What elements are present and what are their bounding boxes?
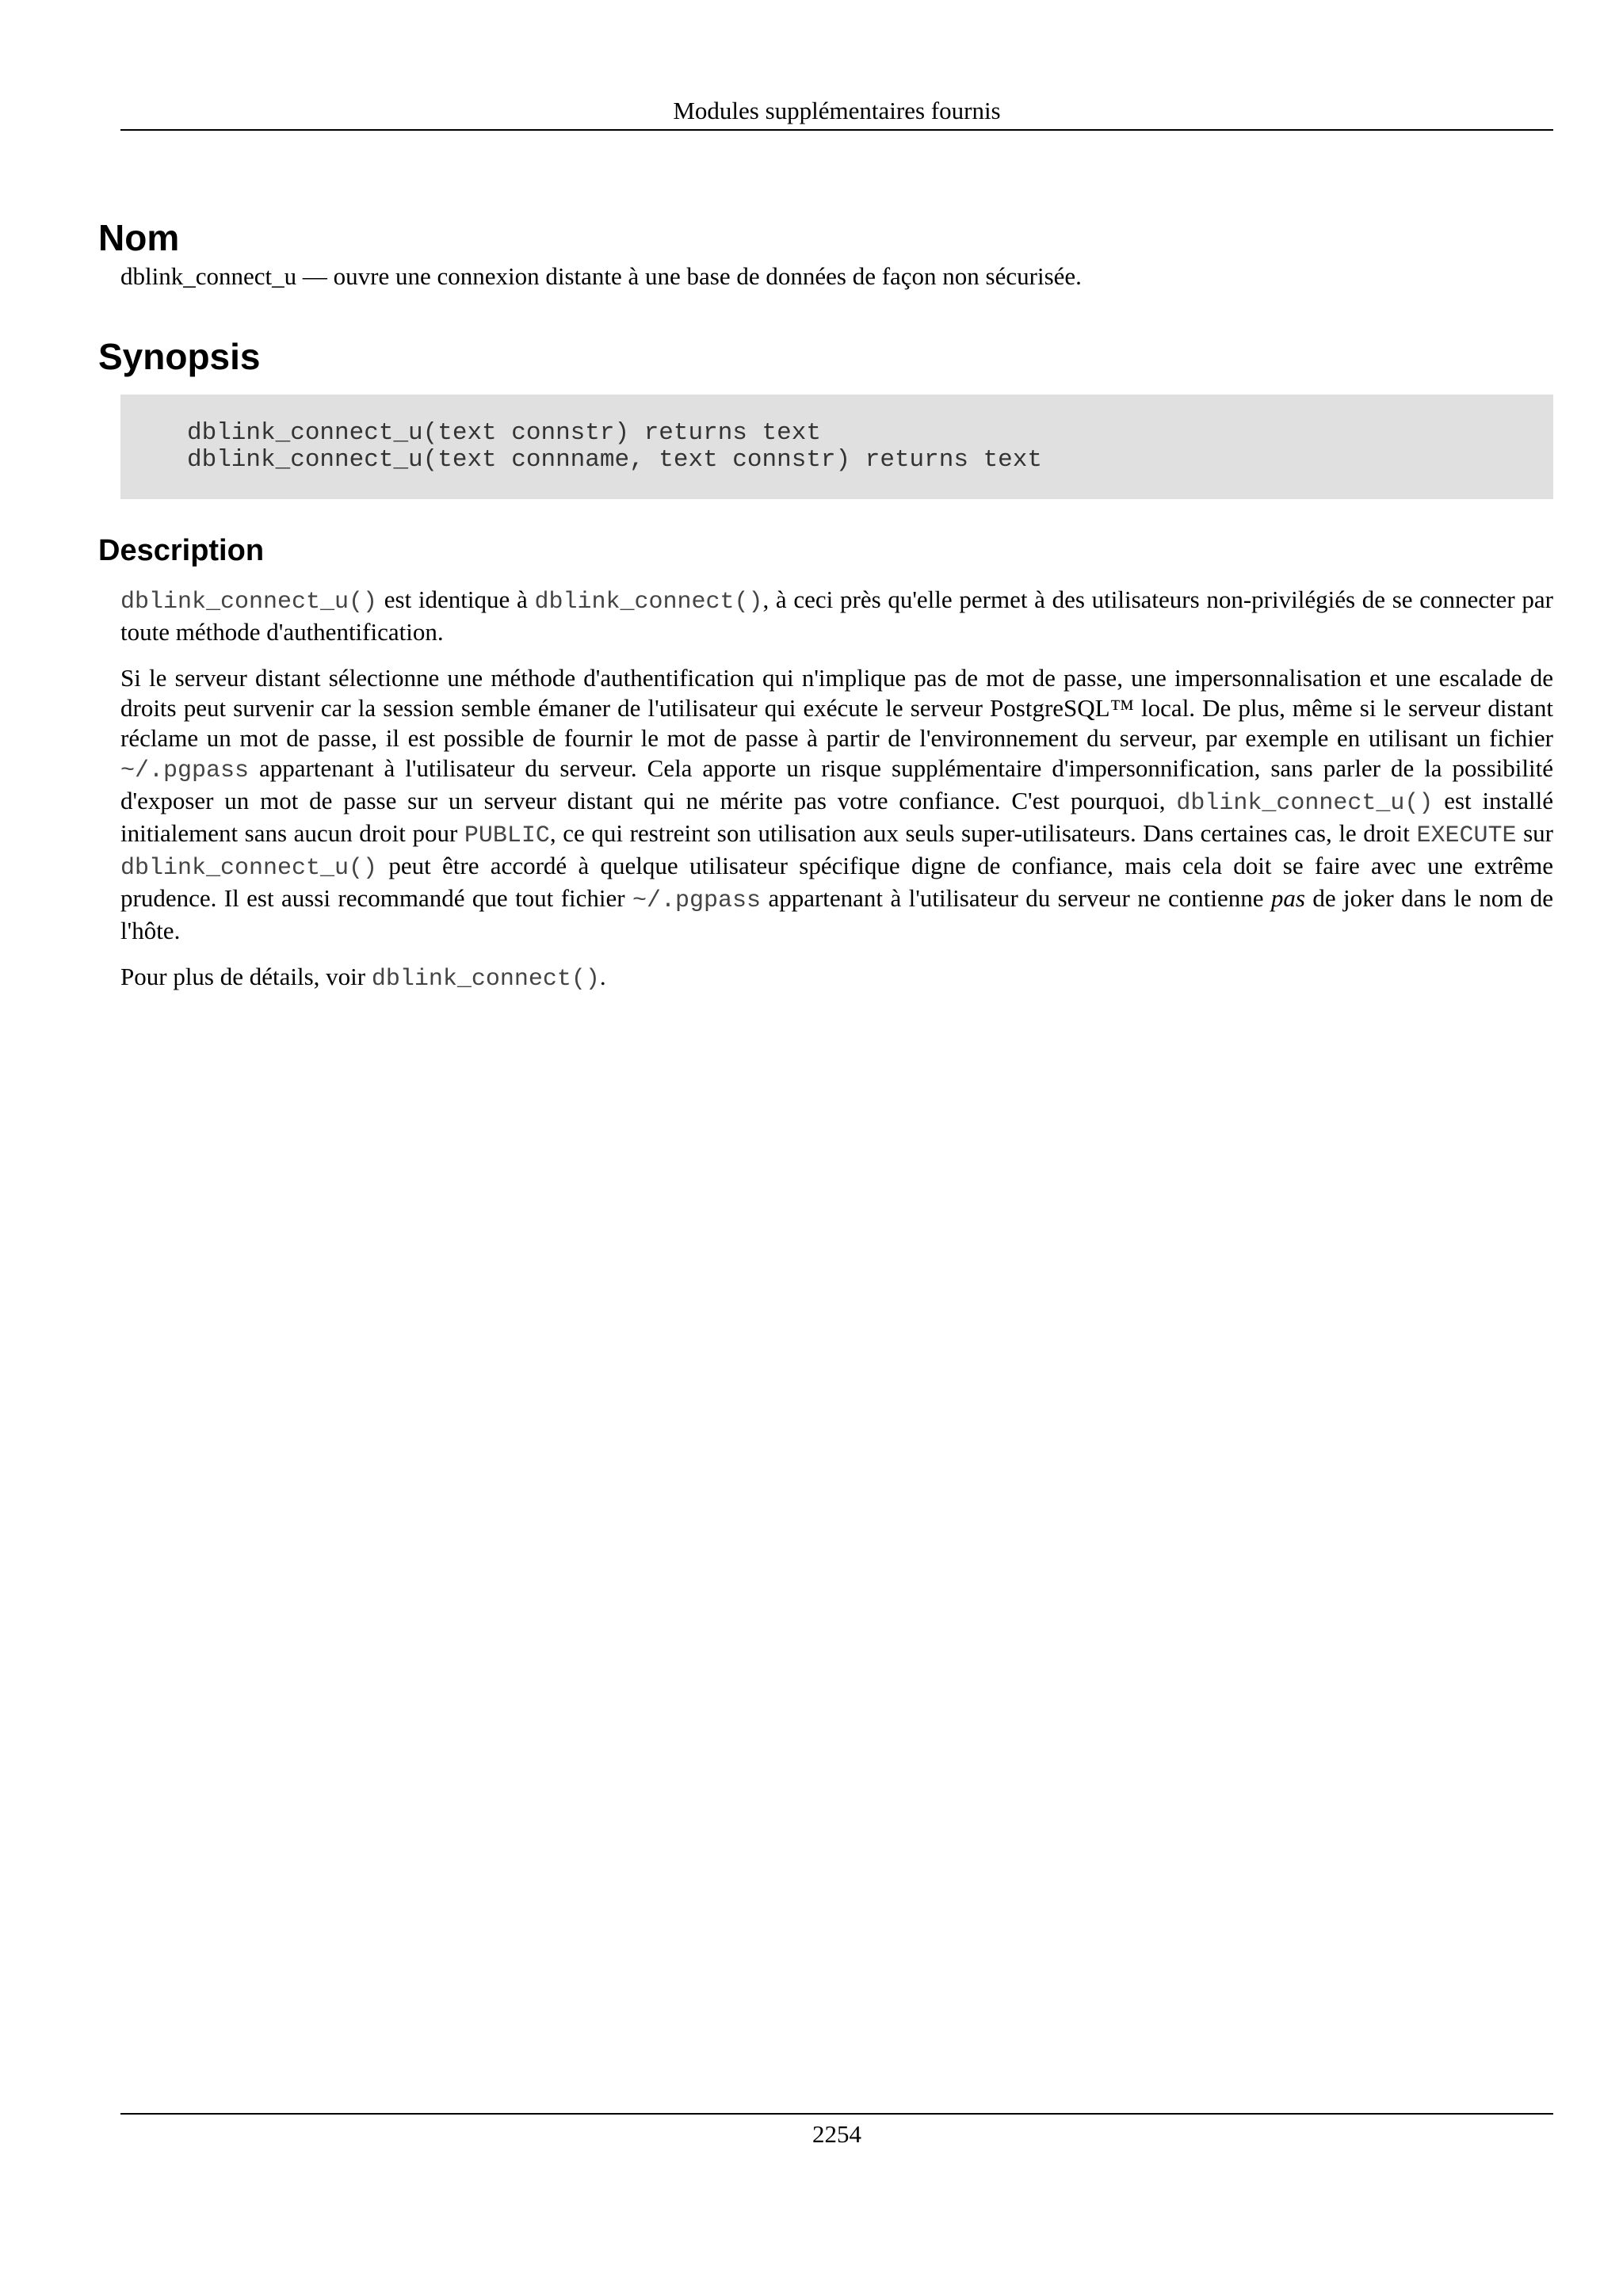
code-execute: EXECUTE: [1416, 822, 1517, 849]
synopsis-line-2: dblink_connect_u(text connname, text connstr) returns text: [187, 446, 1042, 474]
footer-rule: [120, 2113, 1553, 2115]
description-paragraph-3: [120, 962, 1553, 994]
text-run: , à ceci près qu'elle permet à des utilisateurs non-privilégiés de se connecter par toute méthode d'authentification.: [120, 585, 1553, 646]
code-dblink-connect: dblink_connect(): [534, 589, 763, 616]
synopsis-line-1: dblink_connect_u(text connstr) returns text: [187, 419, 821, 447]
page-number: 2254: [812, 2120, 861, 2148]
text-run: appartenant à l'utilisateur du serveur. Cela apporte un risque supplémentaire d'impersonnification, sans parler de la possibilité d'exposer un mot de passe sur un serveur distant qui ne mérite pas votre confiance. C'est pourquoi,: [120, 754, 1553, 814]
text-run: appartenant à l'utilisateur du serveur ne contienne: [761, 884, 1271, 912]
code-pgpass: ~/.pgpass: [632, 887, 762, 914]
emphasis-pas: pas: [1270, 884, 1305, 912]
text-run: Pour plus de détails, voir: [120, 963, 372, 990]
link-dblink-connect[interactable]: dblink_connect(): [371, 966, 600, 993]
text-run: .: [599, 963, 606, 990]
code-dblink-connect-u: dblink_connect_u(): [120, 589, 378, 616]
text-run: sur: [1516, 819, 1553, 847]
page-content: [98, 214, 1553, 994]
running-header: Modules supplémentaires fournis: [673, 97, 1001, 124]
description-heading: Description: [98, 534, 265, 567]
description-paragraph-1: [120, 585, 1553, 647]
code-dblink-connect-u: dblink_connect_u(): [120, 855, 378, 882]
synopsis-heading: Synopsis: [98, 336, 261, 377]
nom-text: dblink_connect_u — ouvre une connexion distante à une base de données de façon non sécurisée.: [120, 262, 1082, 290]
code-dblink-connect-u: dblink_connect_u(): [1176, 790, 1434, 817]
text-run: est installé initialement sans aucun droit pour: [120, 787, 1553, 847]
text-run: Si le serveur distant sélectionne une méthode d'authentification qui n'implique pas de mot de passe, une impersonnalisation et une escalade de droits peut survenir car la session semble émaner de l'utilisateur qui exécute le serveur PostgreSQL™ local. De plus, même si le serveur distant réclame un mot de passe, il est possible de fournir le mot de passe à partir de l'environnement du serveur, par exemple en utilisant un fichier: [120, 664, 1553, 752]
text-run: de joker dans le nom de l'hôte.: [120, 884, 1553, 944]
header-rule: [120, 129, 1553, 131]
text-run: peut être accordé à quelque utilisateur spécifique digne de confiance, mais cela doit se faire avec une extrême prudence. Il est aussi recommandé que tout fichier: [120, 852, 1553, 912]
description-paragraph-2: [120, 663, 1553, 946]
nom-heading: Nom: [98, 217, 180, 258]
synopsis-code-block: [120, 395, 1553, 499]
text-run: , ce qui restreint son utilisation aux seuls super-utilisateurs. Dans certaines cas, le droit: [549, 819, 1417, 847]
text-run: est identique à: [377, 585, 535, 613]
code-pgpass: ~/.pgpass: [120, 757, 250, 784]
code-public: PUBLIC: [464, 822, 550, 849]
